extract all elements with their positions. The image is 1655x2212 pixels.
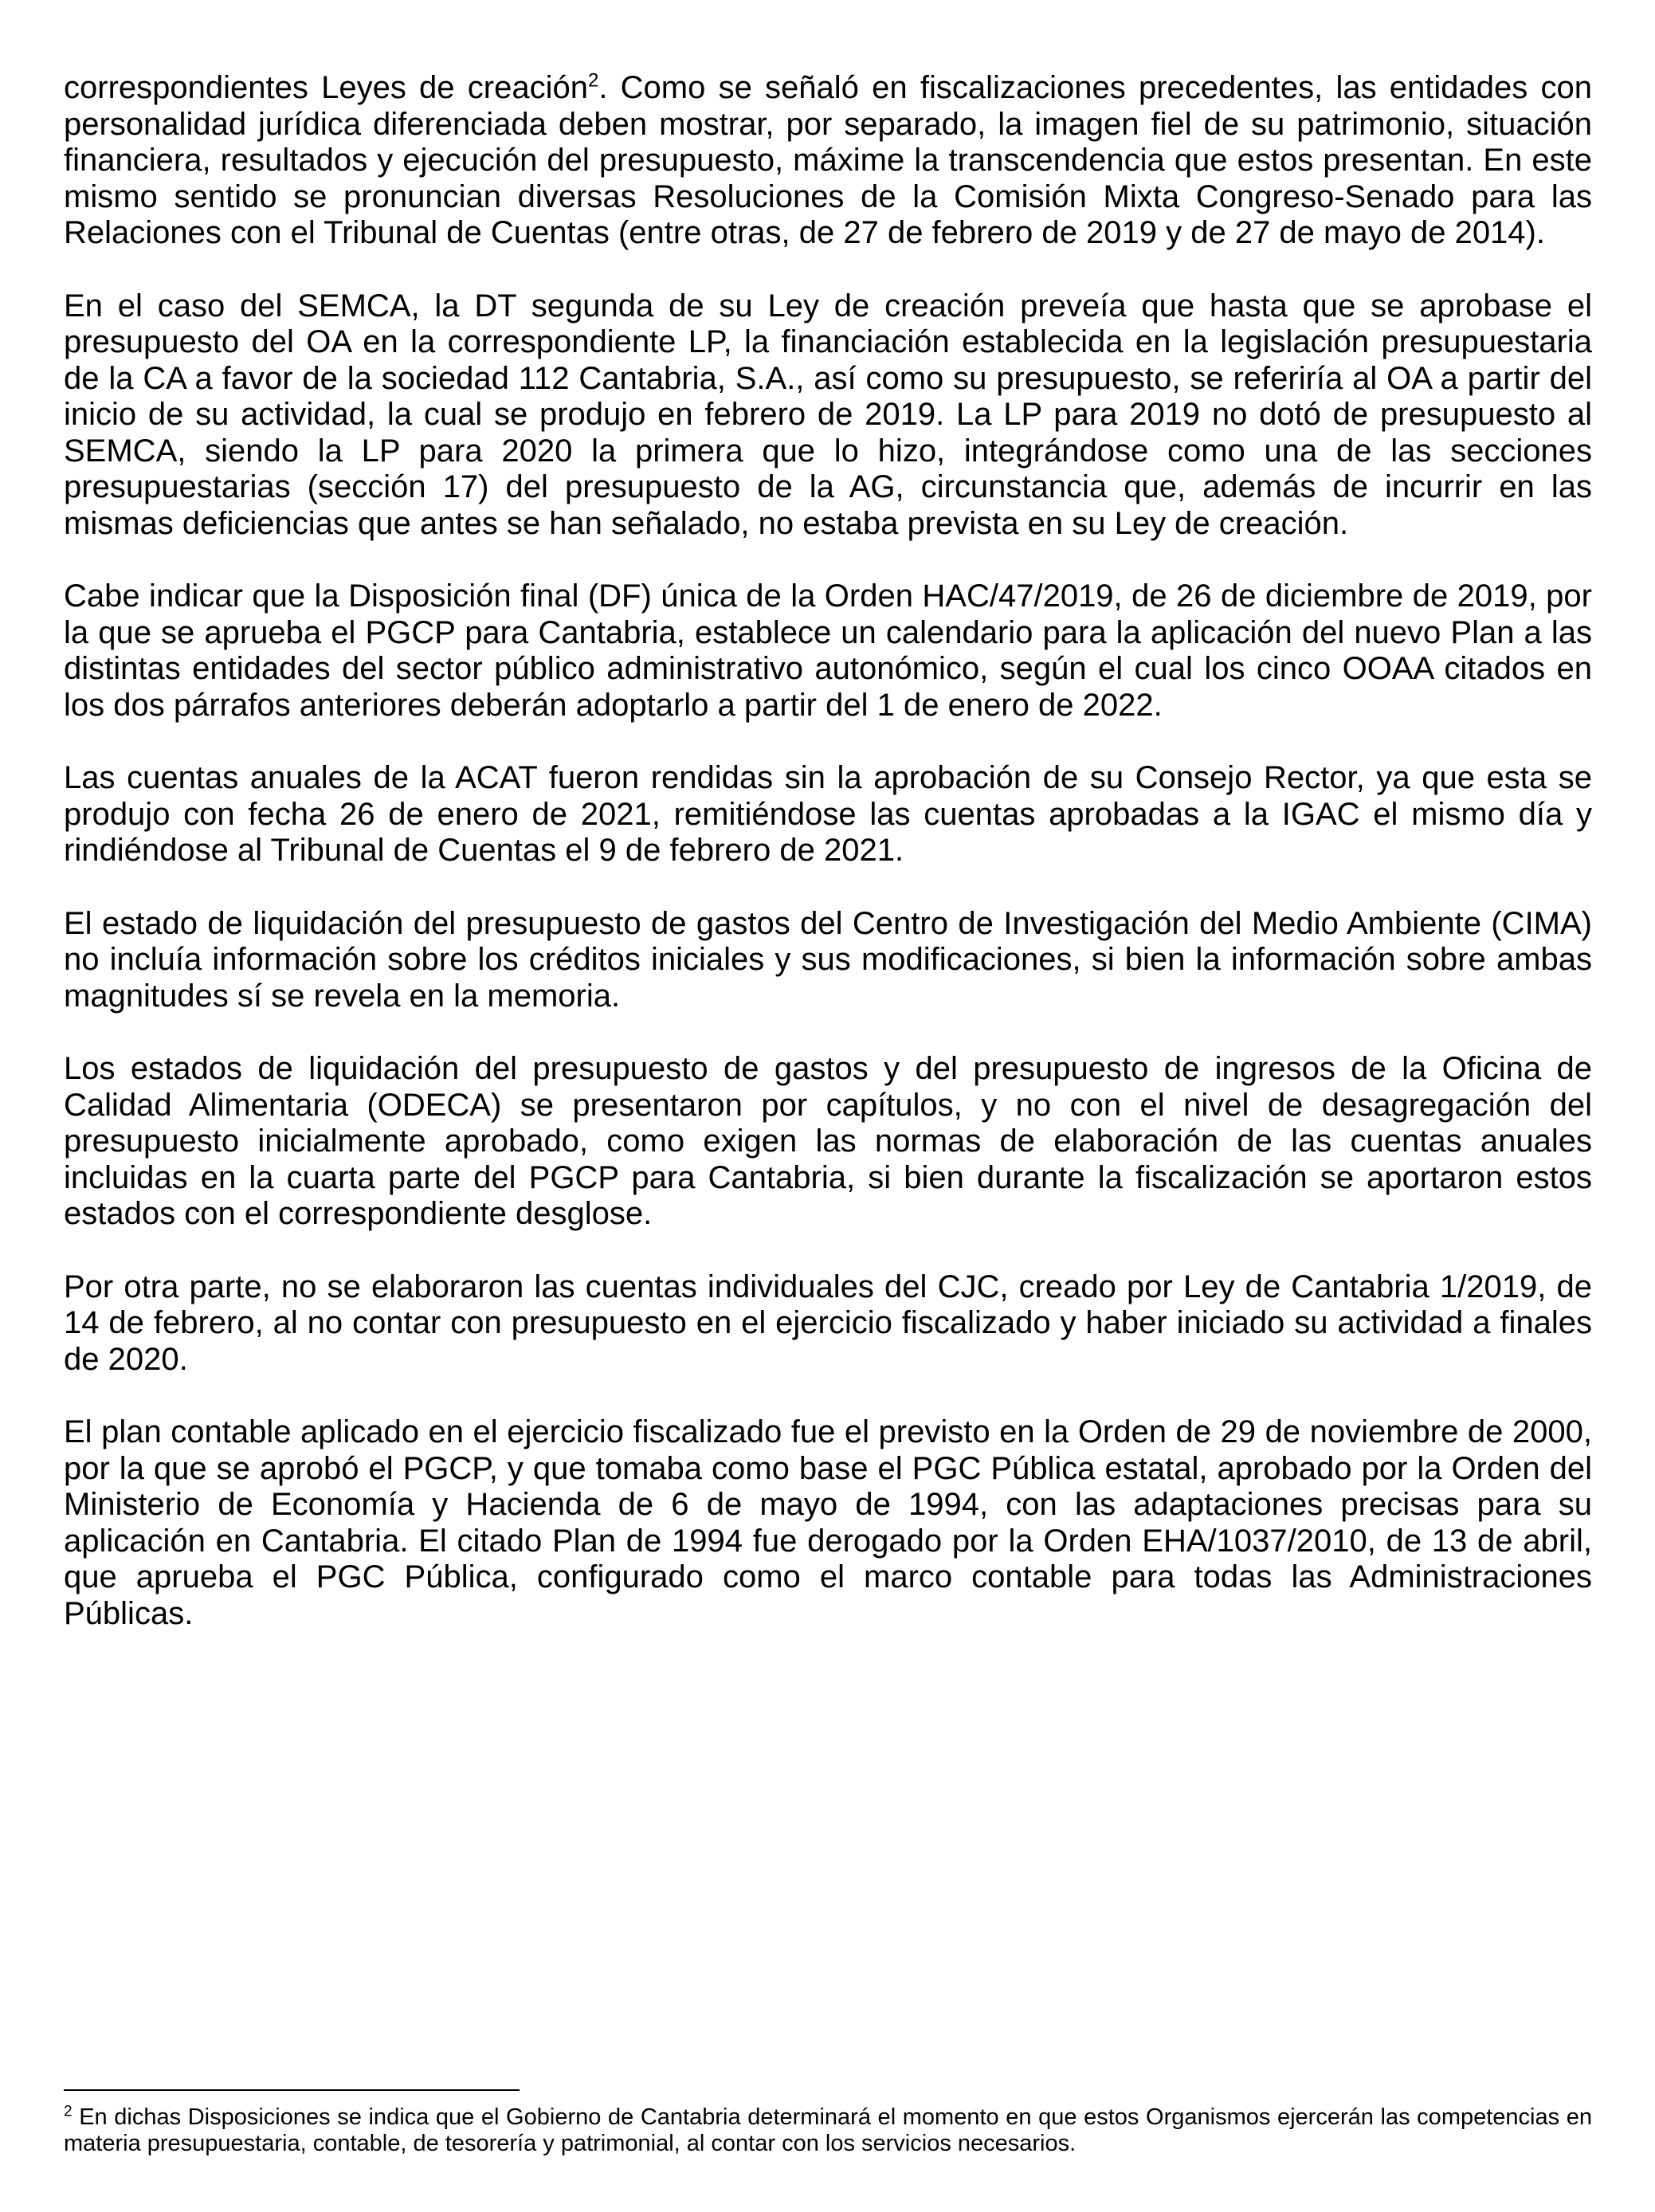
paragraph-cima: El estado de liquidación del presupuesto de gastos del Centro de Investigación del Medio Ambiente (CIMA) no incluía información sobre los créditos iniciales y sus modificaciones, si bien la información sobre ambas magnitudes sí se revela en la memoria. (64, 905, 1592, 1014)
footnote-text: En dichas Disposiciones se indica que el Gobierno de Cantabria determinará el momento en que estos Organismos ejercerán las competencias en materia presupuestaria, contable, de tesorería y patrimonial, al contar con los servicios necesarios. (64, 2104, 1592, 2156)
paragraph-odeca: Los estados de liquidación del presupuesto de gastos y del presupuesto de ingresos de la Oficina de Calidad Alimentaria (ODECA) se presentaron por capítulos, y no con el nivel de desagregación del presupuesto inicialmente aprobado, como exigen las normas de elaboración de las cuentas anuales incluidas en la cuarta parte del PGCP para Cantabria, si bien durante la fiscalización se aportaron estos estados con el correspondiente desglose. (64, 1051, 1592, 1231)
footnote-reference[interactable]: 2 (587, 69, 599, 92)
paragraph-text-end: . Como se señaló en fiscalizaciones precedentes, las entidades con personalidad jurídica diferenciada deben mostrar, por separado, la imagen fiel de su patrimonio, situación financiera, resultados y ejecución del presupuesto, máxime la transcendencia que estos presentan. En este mismo sentido se pronuncian diversas Resoluciones de la Comisión Mixta Congreso-Senado para las Relaciones con el Tribunal de Cuentas (entre otras, de 27 de febrero de 2019 y de 27 de mayo de 2014). (64, 70, 1592, 250)
document-body (64, 70, 1592, 1669)
footnote (64, 2104, 1592, 2157)
footnote-separator (64, 2089, 520, 2091)
paragraph-text-start: correspondientes Leyes de creación (64, 70, 588, 105)
paragraph-semca: En el caso del SEMCA, la DT segunda de su Ley de creación preveía que hasta que se aprobase el presupuesto del OA en la correspondiente LP, la financiación establecida en la legislación presupuestaria de la CA a favor de la sociedad 112 Cantabria, S.A., así como su presupuesto, se referiría al OA a partir del inicio de su actividad, la cual se produjo en febrero de 2019. La LP para 2019 no dotó de presupuesto al SEMCA, siendo la LP para 2020 la primera que lo hizo, integrándose como una de las secciones presupuestarias (sección 17) del presupuesto de la AG, circunstancia que, además de incurrir en las mismas deficiencias que antes se han señalado, no estaba prevista en su Ley de creación. (64, 288, 1592, 541)
paragraph-cjc: Por otra parte, no se elaboraron las cuentas individuales del CJC, creado por Ley de Cantabria 1/2019, de 14 de febrero, al no contar con presupuesto en el ejercicio fiscalizado y haber iniciado su actividad a finales de 2020. (64, 1269, 1592, 1377)
paragraph-disposicion-final: Cabe indicar que la Disposición final (DF) única de la Orden HAC/47/2019, de 26 de diciembre de 2019, por la que se aprueba el PGCP para Cantabria, establece un calendario para la aplicación del nuevo Plan a las distintas entidades del sector público administrativo autonómico, según el cual los cinco OOAA citados en los dos párrafos anteriores deberán adoptarlo a partir del 1 de enero de 2022. (64, 578, 1592, 723)
paragraph-leyes-creacion (64, 70, 1592, 252)
paragraph-plan-contable: El plan contable aplicado en el ejercicio fiscalizado fue el previsto en la Orden de 29 de noviembre de 2000, por la que se aprobó el PGCP, y que tomaba como base el PGC Pública estatal, aprobado por la Orden del Ministerio de Economía y Hacienda de 6 de mayo de 1994, con las adaptaciones precisas para su aplicación en Cantabria. El citado Plan de 1994 fue derogado por la Orden EHA/1037/2010, de 13 de abril, que aprueba el PGC Pública, configurado como el marco contable para todas las Administraciones Públicas. (64, 1414, 1592, 1631)
footnote-marker: 2 (64, 2103, 73, 2120)
paragraph-acat: Las cuentas anuales de la ACAT fueron rendidas sin la aprobación de su Consejo Rector, ya que esta se produjo con fecha 26 de enero de 2021, remitiéndose las cuentas aprobadas a la IGAC el mismo día y rindiéndose al Tribunal de Cuentas el 9 de febrero de 2021. (64, 760, 1592, 868)
